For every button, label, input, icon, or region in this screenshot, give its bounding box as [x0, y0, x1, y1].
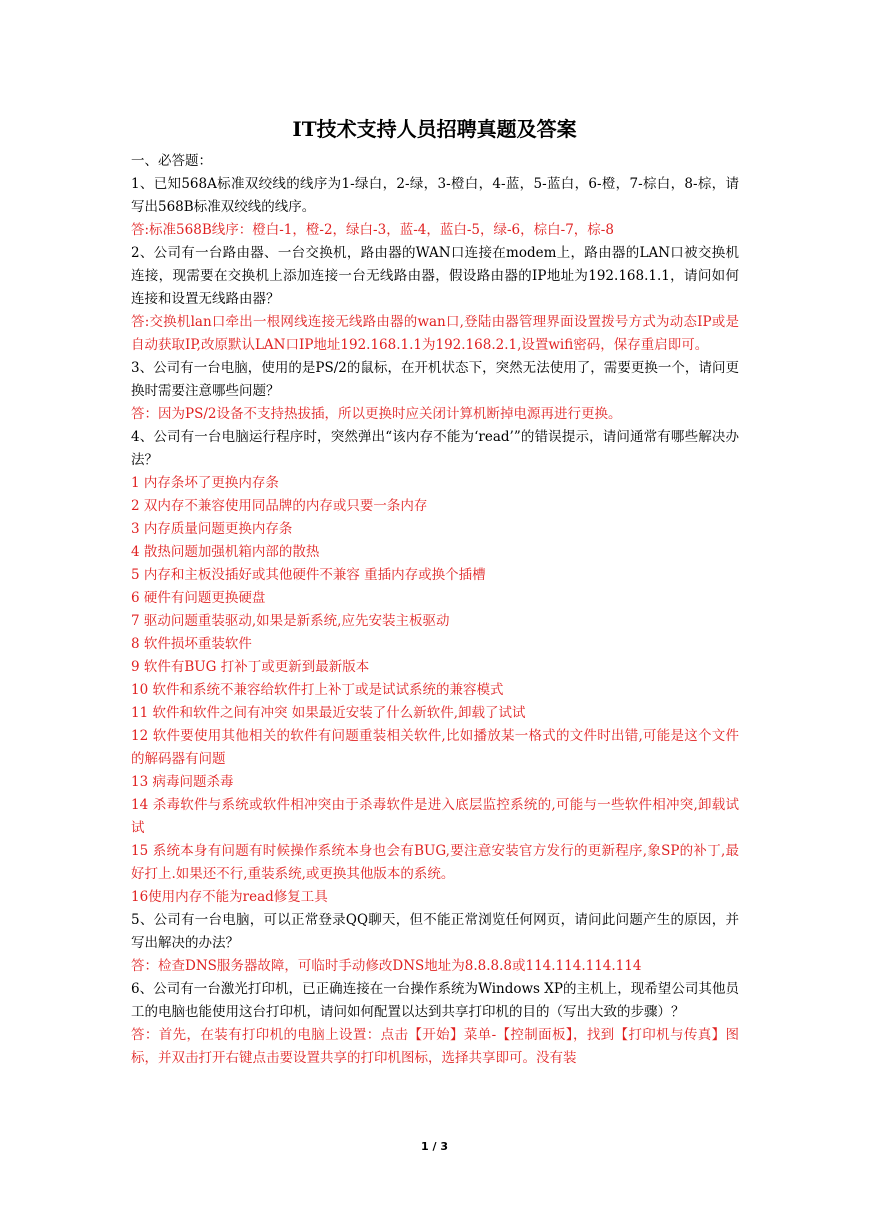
answer-line: 5 内存和主板没插好或其他硬件不兼容 重插内存或换个插槽 [131, 567, 486, 583]
answer-line: 3 内存质量问题更换内存条 [131, 521, 293, 537]
question-line: 2、公司有一台路由器、一台交换机，路由器的WAN口连接在modem上，路由器的LAN口被交换机连接，现需要在交换机上添加连接一台无线路由器，假设路由器的IP地址为192.168.1.1，请问如何连接和设置无线路由器？ [131, 245, 739, 307]
question-line: 1、已知568A标准双绞线的线序为1-绿白，2-绿，3-橙白，4-蓝，5-蓝白，6-橙，7-棕白，8-棕，请写出568B标准双绞线的线序。 [131, 176, 739, 215]
document-title: IT技术支持人员招聘真题及答案 [292, 117, 577, 141]
answer-line: 12 软件要使用其他相关的软件有问题重装相关软件,比如播放某一格式的文件时出错,可能是这个文件的解码器有问题 [131, 728, 739, 767]
answer-line: 答:标准568B线序：橙白-1，橙-2，绿白-3，蓝-4，蓝白-5，绿-6，棕白-7，棕-8 [131, 222, 614, 238]
answer-line: 9 软件有BUG 打补丁或更新到最新版本 [131, 659, 370, 675]
answer-line: 10 软件和系统不兼容给软件打上补丁或是试试系统的兼容模式 [131, 682, 504, 698]
answer-line: 答:交换机lan口牵出一根网线连接无线路由器的wan口,登陆由器管理界面设置拨号方式为动态IP或是自动获取IP,改原默认LAN口IP地址192.168.1.1为192.168.2.1,设置wifi密码，保存重启即可。 [131, 314, 739, 353]
answer-line: 13 病毒问题杀毒 [131, 774, 234, 790]
answer-line: 14 杀毒软件与系统或软件相冲突由于杀毒软件是进入底层监控系统的,可能与一些软件相冲突,卸载试试 [131, 797, 739, 836]
answer-line: 16使用内存不能为read修复工具 [131, 889, 328, 905]
answer-line: 答：首先，在装有打印机的电脑上设置：点击【开始】菜单-【控制面板】，找到【打印机与传真】图标，并双击打开右键点击要设置共享的打印机图标，选择共享即可。没有装 [131, 1027, 739, 1066]
question-line: 一、必答题： [131, 153, 212, 169]
question-line: 5、公司有一台电脑，可以正常登录QQ聊天，但不能正常浏览任何网页，请问此问题产生的原因，并写出解决的办法？ [131, 912, 739, 951]
question-line: 4、公司有一台电脑运行程序时，突然弹出“该内存不能为‘read’”的错误提示，请问通常有哪些解决办法？ [131, 429, 739, 468]
document-body [131, 150, 739, 1070]
answer-line: 8 软件损坏重装软件 [131, 636, 252, 652]
answer-line: 15 系统本身有问题有时候操作系统本身也会有BUG,要注意安装官方发行的更新程序,象SP的补丁,最好打上.如果还不行,重装系统,或更换其他版本的系统。 [131, 843, 739, 882]
answer-line: 4 散热问题加强机箱内部的散热 [131, 544, 320, 560]
answer-line: 答：检查DNS服务器故障，可临时手动修改DNS地址为8.8.8.8或114.114.114.114 [131, 958, 642, 974]
page-number: 1 / 3 [421, 1140, 448, 1153]
answer-line: 2 双内存不兼容使用同品牌的内存或只要一条内存 [131, 498, 428, 514]
question-line: 6、公司有一台激光打印机，已正确连接在一台操作系统为Windows XP的主机上，现希望公司其他员工的电脑也能使用这台打印机，请问如何配置以达到共享打印机的目的（写出大致的步骤）？ [131, 981, 739, 1020]
answer-line: 6 硬件有问题更换硬盘 [131, 590, 266, 606]
answer-line: 7 驱动问题重装驱动,如果是新系统,应先安装主板驱动 [131, 613, 450, 629]
question-line: 3、公司有一台电脑，使用的是PS/2的鼠标，在开机状态下，突然无法使用了，需要更换一个，请问更换时需要注意哪些问题？ [131, 360, 739, 399]
answer-line: 1 内存条坏了更换内存条 [131, 475, 279, 491]
answer-line: 答：因为PS/2设备不支持热拔插，所以更换时应关闭计算机断掉电源再进行更换。 [131, 406, 622, 422]
answer-line: 11 软件和软件之间有冲突 如果最近安装了什么新软件,卸载了试试 [131, 705, 526, 721]
